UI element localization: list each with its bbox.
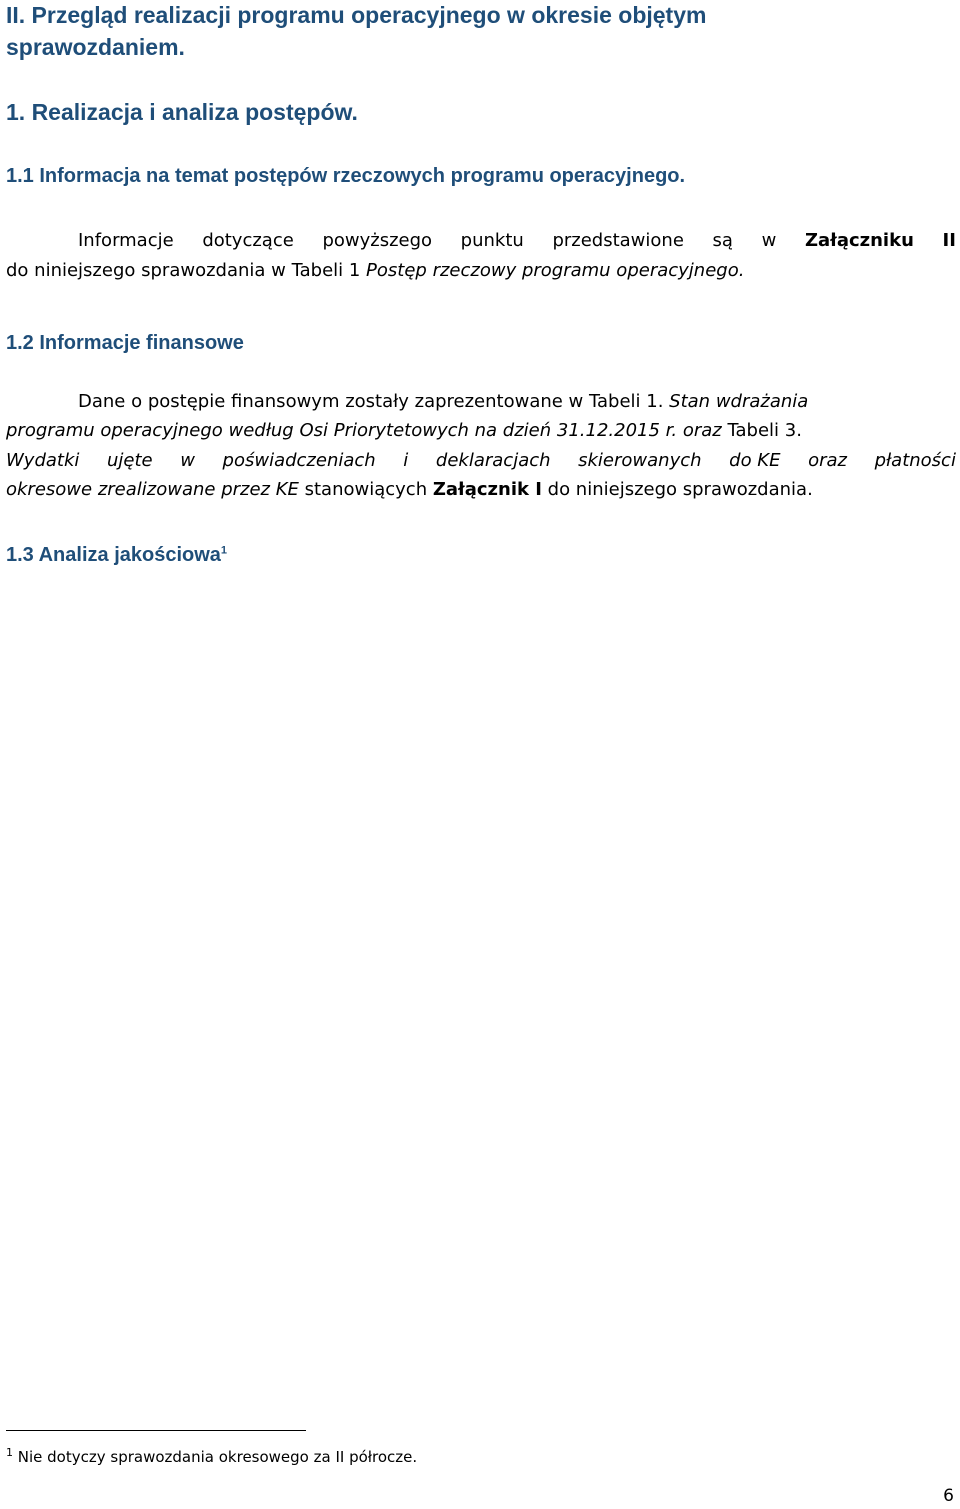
footnote [6,1446,417,1468]
text: do niniejszego sprawozdania. [541,479,813,500]
section-title-line-1: II. Przegląd realizacji programu operacyjnego w okresie objętym [6,2,707,28]
text: Tabeli 3. [721,420,802,441]
text: Dane o postępie finansowym zostały zaprezentowane w Tabeli 1. [78,391,670,412]
word: Wydatki [6,450,80,471]
attachment-ref: Załączniku [804,230,914,251]
word: do KE [729,450,781,471]
footnote-marker: 1 [6,1446,13,1459]
footnote-text: Nie dotyczy sprawozdania okresowego za II półrocze. [13,1448,418,1466]
subsection-1-3-title [6,542,227,568]
footnote-separator [6,1430,306,1431]
paragraph-1-2-line-4 [6,477,956,503]
word: poświadczeniach [222,450,376,471]
section-title-line-2: sprawozdaniem. [6,34,185,60]
word: i [403,450,409,471]
word: deklaracjach [435,450,551,471]
subsection-1-title: 1. Realizacja i analiza postępów. [6,99,358,125]
word: Informacje [78,230,174,251]
paragraph-1-1-line-1 [78,228,956,254]
word: punktu [460,230,524,251]
footnote-reference[interactable]: 1 [220,544,228,557]
table-title: Postęp rzeczowy programu operacyjnego. [366,260,745,281]
paragraph-1-2-line-1 [78,389,956,415]
paragraph-1-2-line-2 [6,418,956,444]
word: powyższego [322,230,433,251]
subsection-1-2-title: 1.2 Informacje finansowe [6,332,244,354]
table-title: okresowe zrealizowane przez KE [6,479,299,500]
word: płatności [874,450,956,471]
word: ujęte [106,450,153,471]
word: skierowanych [578,450,702,471]
subsection-1-1-title: 1.1 Informacja na temat postępów rzeczowych programu operacyjnego. [6,165,686,187]
word: dotyczące [202,230,294,251]
word: oraz [808,450,847,471]
text: do niniejszego sprawozdania w Tabeli 1 [6,260,367,281]
word: w [761,230,777,251]
paragraph-1-1-line-2 [6,258,956,284]
word: przedstawione [552,230,684,251]
text: stanowiących [298,479,433,500]
attachment-ref-number: II [942,230,956,251]
word: w [180,450,195,471]
page-number: 6 [943,1486,954,1506]
subsection-1-3-title-text: 1.3 Analiza jakościowa [6,544,221,566]
table-title: programu operacyjnego według Osi Priorytetowych na dzień 31.12.2015 r. oraz [6,420,722,441]
word: są [712,230,733,251]
table-title: Stan wdrażania [669,391,809,412]
attachment-ref: Załącznik I [432,479,542,500]
paragraph-1-2-line-3 [6,448,956,474]
